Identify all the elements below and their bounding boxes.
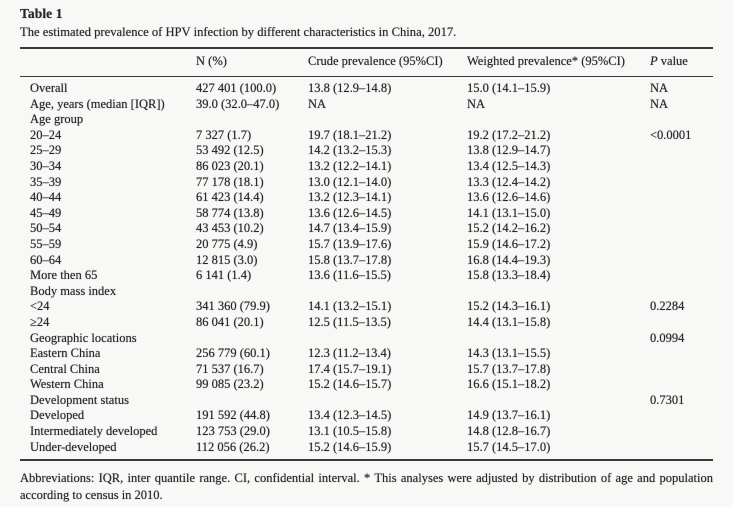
table-row [20, 424, 713, 440]
cell-characteristic: Central China [30, 361, 100, 376]
column-header-characteristic [20, 48, 196, 77]
cell-n: 61 423 (14.4) [196, 190, 264, 205]
cell-n: 58 774 (13.8) [196, 205, 264, 220]
cell-weighted-prevalence: 16.6 (15.1–18.2) [467, 377, 551, 392]
cell-p-value [650, 221, 713, 237]
table-row [20, 237, 713, 253]
cell-crude-prevalence [308, 284, 467, 300]
cell-characteristic: 25–29 [30, 143, 62, 158]
table-row [20, 175, 713, 191]
cell-p-value [650, 237, 713, 253]
cell-p-value: NA [650, 81, 669, 95]
cell-n: 71 537 (16.7) [196, 361, 264, 376]
cell-characteristic: Age, years (median [IQR]) [30, 96, 165, 111]
table-row [20, 284, 713, 300]
cell-n [196, 331, 308, 347]
cell-p-value: 0.2284 [650, 299, 685, 314]
cell-crude-prevalence: 13.2 (12.2–14.1) [308, 158, 392, 173]
cell-characteristic: Under-developed [30, 439, 117, 454]
column-header-n: N (%) [196, 48, 308, 77]
cell-p-value [650, 190, 713, 206]
cell-p-value [650, 175, 713, 191]
cell-n: 112 056 (26.2) [196, 439, 270, 454]
table-row [20, 128, 713, 144]
table-caption: The estimated prevalence of HPV infection by different characteristics in China, 2017. [20, 25, 457, 39]
cell-p-value [650, 408, 713, 424]
cell-n: 341 360 (79.9) [196, 299, 270, 314]
cell-crude-prevalence: 14.1 (13.2–15.1) [308, 299, 392, 314]
cell-p-value [650, 440, 713, 461]
table-row [20, 331, 713, 347]
cell-weighted-prevalence: 13.4 (12.5–14.3) [467, 158, 551, 173]
cell-n: 7 327 (1.7) [196, 127, 252, 142]
cell-p-value: 0.7301 [650, 392, 685, 407]
cell-characteristic: Development status [30, 392, 129, 407]
cell-characteristic: Overall [30, 81, 68, 95]
cell-weighted-prevalence: 15.7 (13.7–17.8) [467, 361, 551, 376]
cell-crude-prevalence: 19.7 (18.1–21.2) [308, 127, 392, 142]
cell-p-value: NA [650, 96, 669, 111]
cell-p-value: 0.0994 [650, 330, 685, 345]
table-row [20, 77, 713, 97]
cell-n: 39.0 (32.0–47.0) [196, 96, 280, 111]
p-value-italic-letter: P [650, 54, 658, 68]
table-row [20, 377, 713, 393]
cell-p-value [650, 253, 713, 269]
cell-crude-prevalence: 12.3 (11.2–13.4) [308, 346, 391, 361]
cell-p-value: <0.0001 [650, 127, 692, 142]
table-footnote: Abbreviations: IQR, inter quantile range. CI, confidential interval. * This analyses were adjusted by distribution of age and population according to census in 2010. [20, 471, 713, 502]
cell-characteristic: <24 [30, 299, 50, 314]
cell-crude-prevalence: 13.0 (12.1–14.0) [308, 174, 392, 189]
cell-characteristic: 50–54 [30, 221, 62, 236]
cell-n: 86 041 (20.1) [196, 314, 264, 329]
table-row [20, 362, 713, 378]
cell-p-value [650, 112, 713, 128]
cell-weighted-prevalence: 13.8 (12.9–14.7) [467, 143, 551, 158]
cell-crude-prevalence: 13.6 (12.6–14.5) [308, 205, 392, 220]
cell-weighted-prevalence: 13.3 (12.4–14.2) [467, 174, 551, 189]
table-row [20, 393, 713, 409]
table-row [20, 159, 713, 175]
p-value-label-rest: value [657, 54, 688, 68]
cell-crude-prevalence: 13.2 (12.3–14.1) [308, 190, 392, 205]
table-title: Table 1 [20, 6, 63, 21]
cell-p-value [650, 159, 713, 175]
cell-n: 6 141 (1.4) [196, 268, 252, 283]
cell-characteristic: Age group [30, 112, 84, 127]
cell-crude-prevalence: NA [308, 96, 327, 111]
prevalence-table [20, 47, 713, 461]
cell-weighted-prevalence: 15.7 (14.5–17.0) [467, 439, 551, 454]
cell-crude-prevalence: 13.1 (10.5–15.8) [308, 424, 392, 439]
cell-n: 20 775 (4.9) [196, 236, 258, 251]
cell-crude-prevalence: 17.4 (15.7–19.1) [308, 361, 392, 376]
cell-crude-prevalence: 13.4 (12.3–14.5) [308, 408, 392, 423]
cell-n [196, 393, 308, 409]
cell-characteristic: ≥24 [30, 314, 50, 329]
cell-weighted-prevalence: NA [467, 96, 486, 111]
column-header-p-value [650, 48, 713, 77]
cell-crude-prevalence: 15.2 (14.6–15.7) [308, 377, 392, 392]
table-row [20, 440, 713, 461]
cell-crude-prevalence: 15.2 (14.6–15.9) [308, 439, 392, 454]
cell-crude-prevalence: 14.7 (13.4–15.9) [308, 221, 392, 236]
table-row [20, 112, 713, 128]
table-row [20, 190, 713, 206]
cell-weighted-prevalence: 19.2 (17.2–21.2) [467, 127, 551, 142]
cell-characteristic: 55–59 [30, 236, 62, 251]
cell-weighted-prevalence: 13.6 (12.6–14.6) [467, 190, 551, 205]
cell-weighted-prevalence: 16.8 (14.4–19.3) [467, 252, 551, 267]
cell-n: 43 453 (10.2) [196, 221, 264, 236]
table-body [20, 77, 713, 461]
cell-n: 256 779 (60.1) [196, 346, 270, 361]
cell-crude-prevalence: 15.7 (13.9–17.6) [308, 236, 392, 251]
cell-n [196, 284, 308, 300]
cell-characteristic: 45–49 [30, 205, 62, 220]
cell-weighted-prevalence: 15.9 (14.6–17.2) [467, 236, 551, 251]
table-row [20, 315, 713, 331]
table-row [20, 206, 713, 222]
table-row [20, 408, 713, 424]
table-row [20, 299, 713, 315]
cell-p-value [650, 362, 713, 378]
cell-characteristic: Intermediately developed [30, 424, 158, 439]
table-row [20, 221, 713, 237]
cell-p-value [650, 377, 713, 393]
cell-crude-prevalence: 12.5 (11.5–13.5) [308, 314, 391, 329]
table-header-row [20, 48, 713, 77]
cell-p-value [650, 424, 713, 440]
cell-n: 123 753 (29.0) [196, 424, 270, 439]
cell-p-value [650, 206, 713, 222]
table-row [20, 97, 713, 113]
cell-n: 427 401 (100.0) [196, 81, 277, 95]
cell-p-value [650, 346, 713, 362]
cell-weighted-prevalence [467, 331, 650, 347]
cell-weighted-prevalence [467, 112, 650, 128]
cell-p-value [650, 143, 713, 159]
table-row [20, 253, 713, 269]
cell-characteristic: 30–34 [30, 158, 62, 173]
cell-n: 12 815 (3.0) [196, 252, 258, 267]
cell-characteristic: Body mass index [30, 283, 117, 298]
table-row [20, 268, 713, 284]
cell-weighted-prevalence: 14.9 (13.7–16.1) [467, 408, 551, 423]
cell-n: 191 592 (44.8) [196, 408, 270, 423]
cell-weighted-prevalence: 15.8 (13.3–18.4) [467, 268, 551, 283]
cell-weighted-prevalence: 15.2 (14.3–16.1) [467, 299, 551, 314]
cell-characteristic: Developed [30, 408, 85, 423]
cell-p-value [650, 284, 713, 300]
cell-n: 99 085 (23.2) [196, 377, 264, 392]
cell-weighted-prevalence: 14.3 (13.1–15.5) [467, 346, 551, 361]
cell-n: 53 492 (12.5) [196, 143, 264, 158]
cell-weighted-prevalence: 15.2 (14.2–16.2) [467, 221, 551, 236]
cell-characteristic: 60–64 [30, 252, 62, 267]
column-header-weighted-prevalence: Weighted prevalence* (95%CI) [467, 48, 650, 77]
cell-weighted-prevalence: 15.0 (14.1–15.9) [467, 81, 551, 95]
cell-n [196, 112, 308, 128]
cell-crude-prevalence: 13.8 (12.9–14.8) [308, 81, 392, 95]
cell-weighted-prevalence [467, 393, 650, 409]
cell-characteristic: More then 65 [30, 268, 98, 283]
cell-weighted-prevalence [467, 284, 650, 300]
cell-p-value [650, 315, 713, 331]
table-row [20, 143, 713, 159]
cell-p-value [650, 268, 713, 284]
cell-characteristic: 40–44 [30, 190, 62, 205]
cell-characteristic: Geographic locations [30, 330, 137, 345]
cell-crude-prevalence [308, 393, 467, 409]
cell-crude-prevalence: 15.8 (13.7–17.8) [308, 252, 392, 267]
cell-weighted-prevalence: 14.1 (13.1–15.0) [467, 205, 551, 220]
cell-characteristic: Eastern China [30, 346, 101, 361]
cell-crude-prevalence [308, 331, 467, 347]
cell-characteristic: 20–24 [30, 127, 62, 142]
cell-weighted-prevalence: 14.4 (13.1–15.8) [467, 314, 551, 329]
cell-crude-prevalence: 14.2 (13.2–15.3) [308, 143, 392, 158]
cell-crude-prevalence: 13.6 (11.6–15.5) [308, 268, 391, 283]
cell-weighted-prevalence: 14.8 (12.8–16.7) [467, 424, 551, 439]
cell-characteristic: 35–39 [30, 174, 62, 189]
column-header-crude-prevalence: Crude prevalence (95%CI) [308, 48, 467, 77]
cell-n: 86 023 (20.1) [196, 158, 264, 173]
cell-crude-prevalence [308, 112, 467, 128]
table-row [20, 346, 713, 362]
cell-characteristic: Western China [30, 377, 104, 392]
cell-n: 77 178 (18.1) [196, 174, 264, 189]
